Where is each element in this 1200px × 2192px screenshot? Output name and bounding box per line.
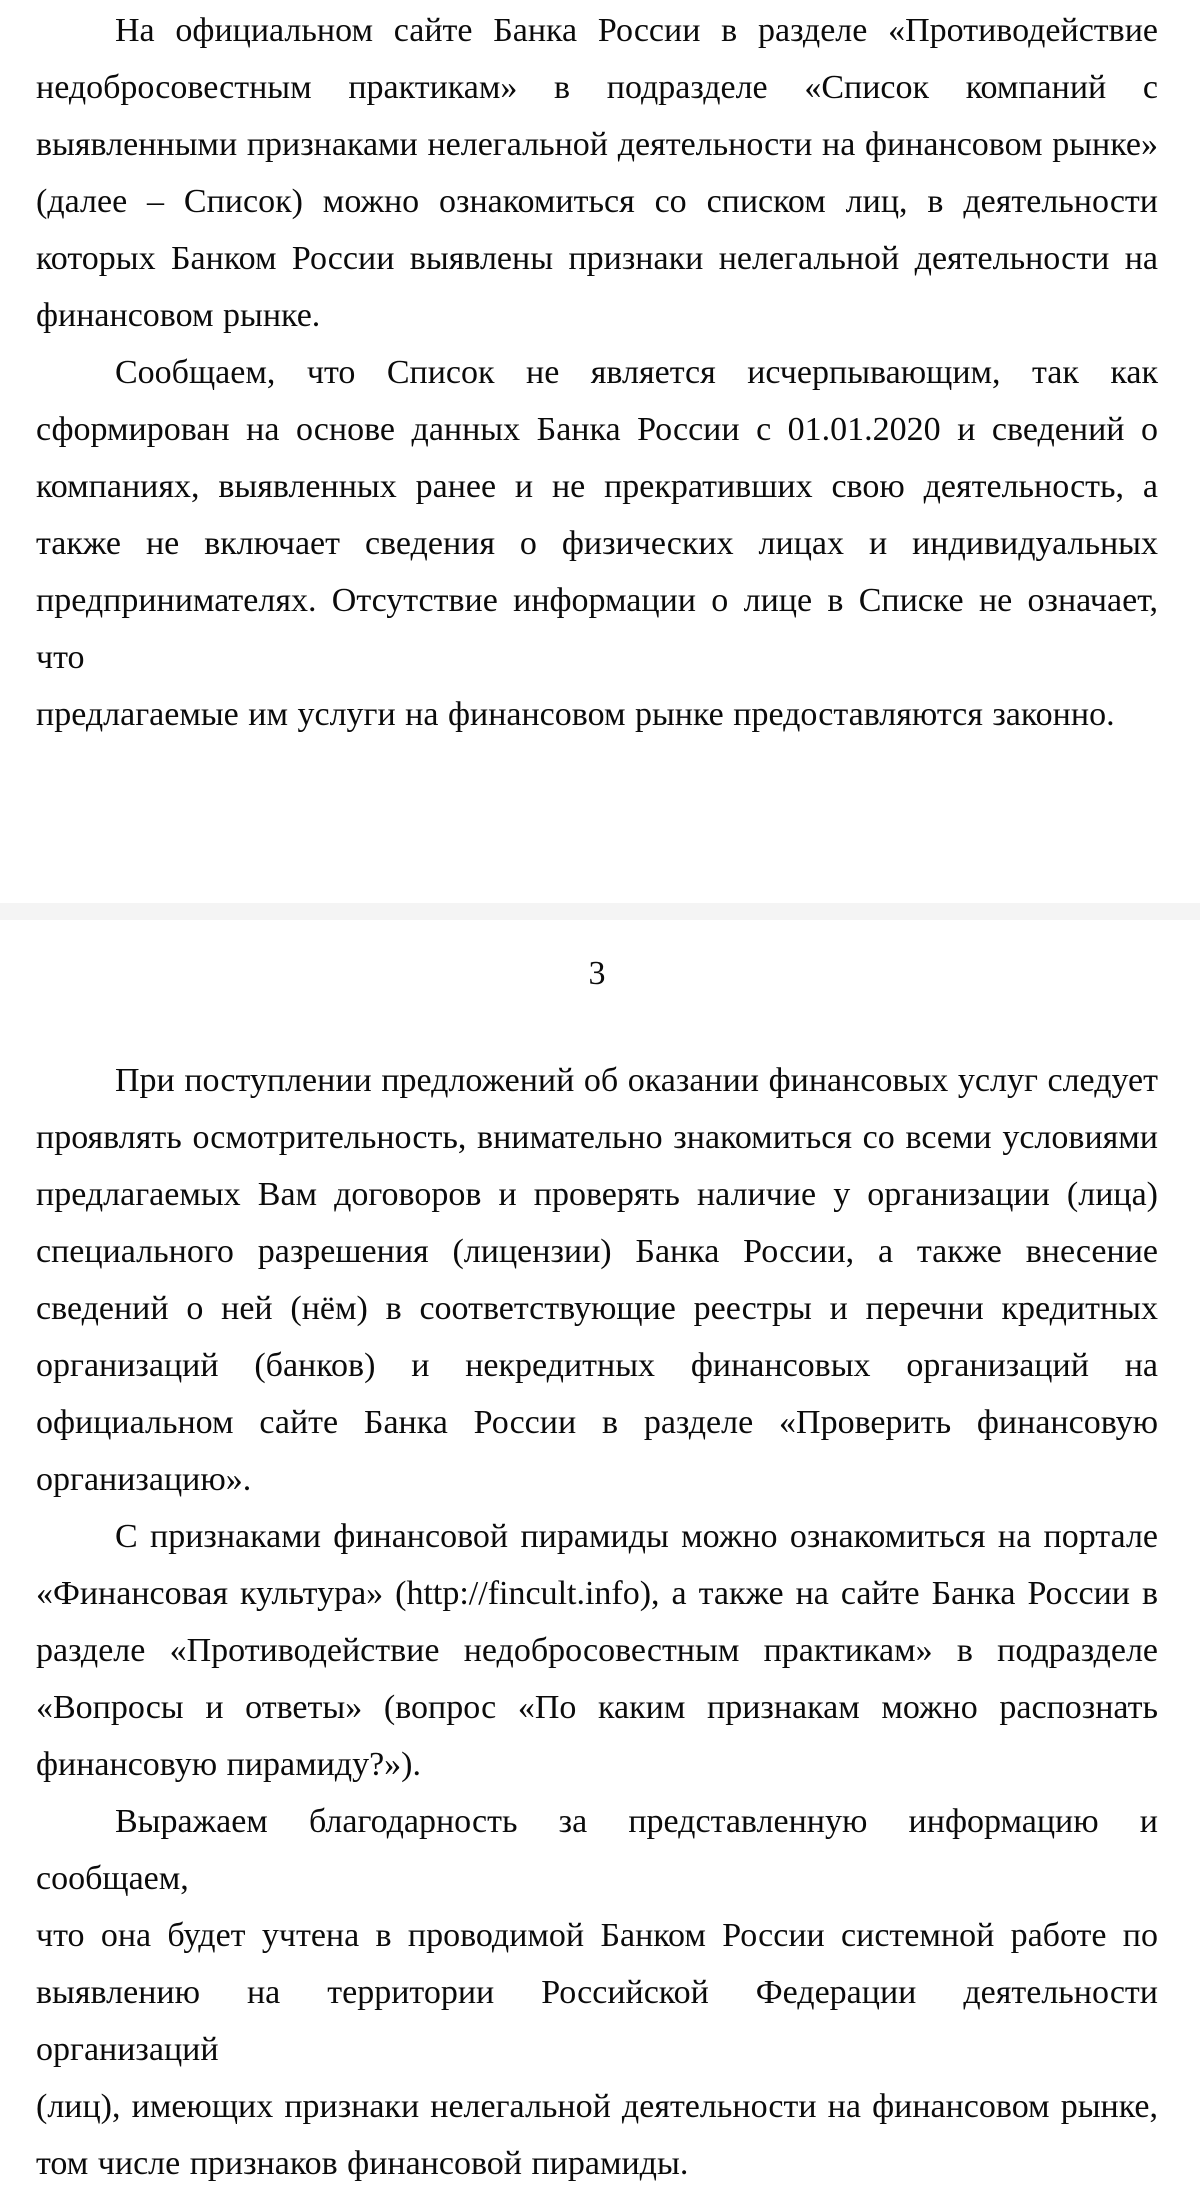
- text-line: «Вопросы и ответы» (вопрос «По каким признакам можно распознать: [36, 1689, 1158, 1726]
- text-line: которых Банком России выявлены признаки нелегальной деятельности на: [36, 240, 1158, 277]
- text-line: организаций (банков) и некредитных финансовых организаций на: [36, 1347, 1158, 1384]
- text-line: проявлять осмотрительность, внимательно знакомиться со всеми условиями: [36, 1119, 1158, 1156]
- paragraph: [36, 2, 1158, 344]
- text-line: организацию».: [36, 1461, 252, 1498]
- text-line: С признаками финансовой пирамиды можно ознакомиться на портале: [115, 1518, 1158, 1555]
- text-line: финансовом рынке.: [36, 297, 321, 334]
- text-line: На официальном сайте Банка России в разделе «Противодействие: [115, 12, 1158, 49]
- paragraph: [36, 344, 1158, 743]
- text-line: недобросовестным практикам» в подразделе «Список компаний с: [36, 69, 1158, 106]
- text-line: выявлению на территории Российской Федерации деятельности организаций: [36, 1974, 1158, 2068]
- text-line: Выражаем благодарность за представленную информацию и сообщаем,: [36, 1803, 1158, 1897]
- text-line: также не включает сведения о физических лицах и индивидуальных: [36, 525, 1158, 562]
- text-line: (далее – Список) можно ознакомиться со списком лиц, в деятельности: [36, 183, 1158, 220]
- paragraph: [36, 1052, 1158, 1508]
- text-line: «Финансовая культура» (http://fincult.info), а также на сайте Банка России в: [36, 1575, 1158, 1612]
- text-line: выявленными признаками нелегальной деятельности на финансовом рынке»: [36, 126, 1158, 163]
- text-line: сформирован на основе данных Банка России с 01.01.2020 и сведений о: [36, 411, 1158, 448]
- paragraph: [36, 1508, 1158, 1793]
- text-line: компаниях, выявленных ранее и не прекративших свою деятельность, а: [36, 468, 1158, 505]
- page-3: [0, 920, 1200, 2182]
- paragraph: [36, 1793, 1158, 2192]
- text-line: (лиц), имеющих признаки нелегальной деятельности на финансовом рынке,: [36, 2088, 1158, 2125]
- page-separator: [0, 903, 1200, 920]
- text-line: При поступлении предложений об оказании финансовых услуг следует: [115, 1062, 1158, 1099]
- text-line: что она будет учтена в проводимой Банком России системной работе по: [36, 1917, 1158, 1954]
- text-line: разделе «Противодействие недобросовестным практикам» в подразделе: [36, 1632, 1158, 1669]
- text-line: сведений о ней (нём) в соответствующие реестры и перечни кредитных: [36, 1290, 1158, 1327]
- text-line: специального разрешения (лицензии) Банка России, а также внесение: [36, 1233, 1158, 1270]
- page-2: [0, 0, 1200, 903]
- text-line: финансовую пирамиду?»).: [36, 1746, 421, 1783]
- text-line: официальном сайте Банка России в разделе «Проверить финансовую: [36, 1404, 1158, 1441]
- text-line: предлагаемых Вам договоров и проверять наличие у организации (лица): [36, 1176, 1158, 1213]
- page-3-body: [36, 1052, 1158, 2192]
- text-line: предпринимателях. Отсутствие информации о лице в Списке не означает, что: [36, 582, 1158, 676]
- text-line: предлагаемые им услуги на финансовом рынке предоставляются законно.: [36, 696, 1115, 733]
- page-number: 3: [588, 955, 606, 992]
- text-line: Сообщаем, что Список не является исчерпывающим, так как: [115, 354, 1158, 391]
- text-line: том числе признаков финансовой пирамиды.: [36, 2145, 689, 2182]
